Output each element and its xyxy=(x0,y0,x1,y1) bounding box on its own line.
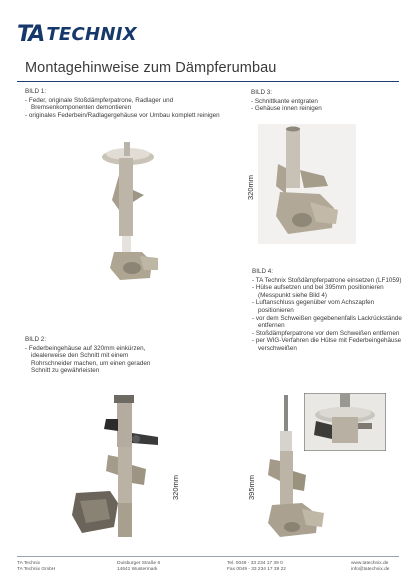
bild2-dimension-label: 320mm xyxy=(171,474,181,501)
logo-text: TECHNIX xyxy=(46,23,137,45)
bild4-item: - vor dem Schweißen gegebenenfalls Lackrückstände entfernen xyxy=(252,315,402,330)
bild4-item: - per WIG-Verfahren die Hülse mit Federbeingehäuse verschweißen xyxy=(252,337,402,352)
page-title: Montagehinweise zum Dämpferumbau xyxy=(25,60,277,76)
bild3-heading: BILD 3: xyxy=(251,89,272,96)
footer-address-line: 14641 Wustermark xyxy=(117,567,158,573)
footer-divider xyxy=(17,556,399,557)
footer-company-line: TA Technix xyxy=(17,561,41,566)
footer-website-link[interactable]: www.tatechnix.de xyxy=(351,561,389,566)
bild3-text xyxy=(251,89,391,113)
bild4-inset-photo xyxy=(304,393,386,451)
footer-fax-line: Fax 0049 - 33 234 17 39 22 xyxy=(227,567,286,573)
bild4-item: - Hülse aufsetzen und bei 395mm positionieren (Messpunkt siehe Bild 4) xyxy=(252,284,402,299)
bild1-strut-photo xyxy=(92,140,167,290)
footer-address xyxy=(117,561,160,574)
bild2-cutting-photo xyxy=(70,395,170,543)
footer-phone xyxy=(227,561,286,574)
bild4-item: - TA Technix Stoßdämpferpatrone einsetzen (LF1059) xyxy=(252,277,402,285)
bild4-item: - Luftanschluss gegenüber vom Achszapfen positionieren xyxy=(252,299,402,314)
bild4-item: - Stoßdämpferpatrone vor dem Schweißen entfernen xyxy=(252,330,402,338)
bild4-text xyxy=(252,268,402,353)
bild1-heading: BILD 1: xyxy=(25,88,46,95)
footer-company xyxy=(17,561,55,574)
header-divider xyxy=(17,81,399,82)
footer-company-line: TA Technix GmbH xyxy=(17,567,56,573)
bild1-text xyxy=(25,88,225,119)
footer-web xyxy=(351,561,389,574)
bild3-cut-strut-photo xyxy=(258,124,356,244)
bild2-item: - Federbeingehäuse auf 320mm einkürzen, idealerweise den Schnitt mit einem Rohrschneider machen, um einen geraden Schnitt zu gewährleisten xyxy=(25,345,153,375)
bild1-item: - Feder, originale Stoßdämpferpatrone, Radlager und Bremsenkomponenten demontieren xyxy=(25,97,225,112)
footer-phone-line: Tel. 0049 - 33 234 17 39 0 xyxy=(227,561,283,566)
bild4-dimension-label: 395mm xyxy=(247,474,257,501)
logo-mark: TA xyxy=(17,21,44,47)
bild2-heading: BILD 2: xyxy=(25,336,46,343)
footer-address-line: Duisburger Straße 6 xyxy=(117,561,161,566)
bild1-item: - originales Federbein/Radlagergehäuse vor Umbau komplett reinigen xyxy=(25,112,225,120)
bild2-text xyxy=(25,336,153,375)
bild3-item: - Schnittkante entgraten xyxy=(251,98,391,106)
bild3-item: - Gehäuse innen reinigen xyxy=(251,105,391,113)
bild3-dimension-label: 320mm xyxy=(246,174,256,201)
ta-technix-logo xyxy=(17,22,137,46)
footer-email-link[interactable]: info@tatechnix.de xyxy=(351,567,390,573)
bild4-heading: BILD 4: xyxy=(252,268,273,275)
